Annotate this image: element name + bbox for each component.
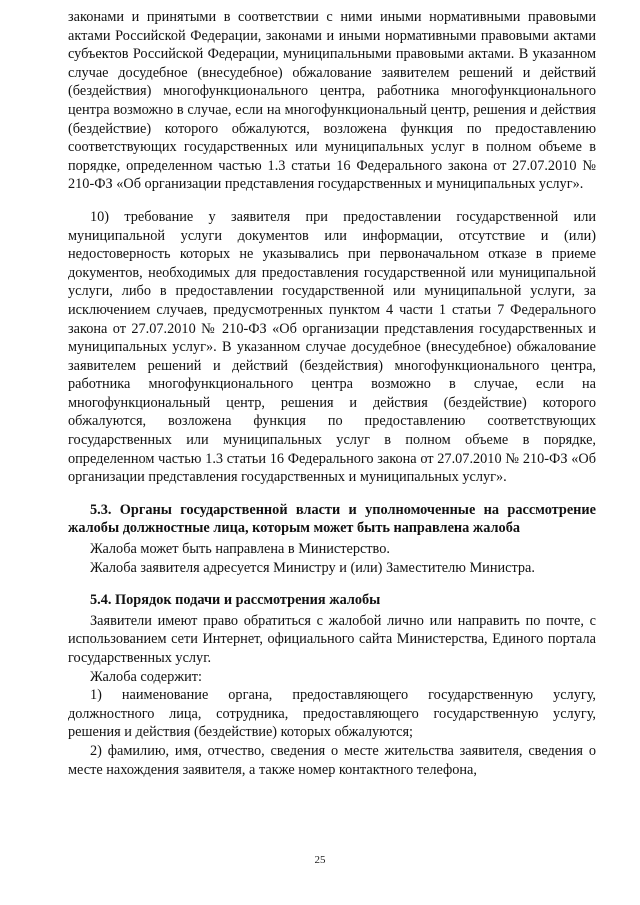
section-5-3-line-2: Жалоба заявителя адресуется Министру и (или) Заместителю Министра.: [90, 559, 535, 576]
section-5-4-item-1: 1) наименование органа, предоставляющего государственную услугу, должностного лица, сотрудника, предоставляющего государственную услугу, решения и действия (бездействие) которых обжалуются;: [68, 687, 596, 741]
section-5-4-heading: 5.4. Порядок подачи и рассмотрения жалобы: [90, 592, 381, 609]
spacer: [68, 577, 596, 591]
section-5-4-item-2: 2) фамилию, имя, отчество, сведения о месте жительства заявителя, сведения о месте нахождения заявителя, а также номер контактного телефона,: [68, 742, 596, 778]
spacer: [68, 194, 596, 208]
section-5-4-contains-label: Жалоба содержит:: [90, 668, 203, 685]
page-number: 25: [314, 854, 326, 866]
paragraph-continuation: законами и принятыми в соответствии с ними иными нормативными правовыми актами Российской Федерации, законами и иными нормативными правовыми актами субъектов Российской Федерации, муниципальными правовыми актами. В указанном случае досудебное (внесудебное) обжалование заявителем решений и действий (бездействия) многофункционального центра, работника многофункционального центра возможно в случае, если на многофункциональный центр, решения и действия (бездействие) которого обжалуются, возложена функция по предоставлению соответствующих государственных или муниципальных услуг в полном объеме в порядке, определенном частью 1.3 статьи 16 Федерального закона от 27.07.2010 № 210-ФЗ «Об организации представления государственных и муниципальных услуг».: [68, 9, 596, 193]
paragraph-item-10: 10) требование у заявителя при предоставлении государственной или муниципальной услуги документов или информации, отсутствие и (или) недостоверность которых не указывались при первоначальном отказе в приеме документов, необходимых для предоставления государственной или муниципальной услуги, либо в предоставлении государственной или муниципальной услуги, за исключением случаев, предусмотренных пунктом 4 части 1 статьи 7 Федерального закона от 27.07.2010 № 210-ФЗ «Об организации представления государственных и муниципальных услуг». В указанном случае досудебное (внесудебное) обжалование заявителем решений и действий (бездействия) многофункционального центра, работника многофункционального центра возможно в случае, если на многофункциональный центр, решения и действия (бездействие) которого обжалуются, возложена функция по предоставлению соответствующих государственных или муниципальных услуг в полном объеме в порядке, определенном частью 1.3 статьи 16 Федерального закона от 27.07.2010 № 210-ФЗ «Об организации представления государственных и муниципальных услуг».: [68, 208, 596, 486]
document-page: [68, 8, 596, 779]
section-5-4-intro: Заявители имеют право обратиться с жалобой лично или направить по почте, с использованием сети Интернет, официального сайта Министерства, Единого портала государственных услуг.: [68, 612, 596, 666]
spacer: [68, 487, 596, 501]
section-5-3-heading: 5.3. Органы государственной власти и уполномоченные на рассмотрение жалобы должностные лица, которым может быть направлена жалоба: [68, 501, 596, 537]
section-5-3-line-1: Жалоба может быть направлена в Министерство.: [90, 541, 390, 558]
